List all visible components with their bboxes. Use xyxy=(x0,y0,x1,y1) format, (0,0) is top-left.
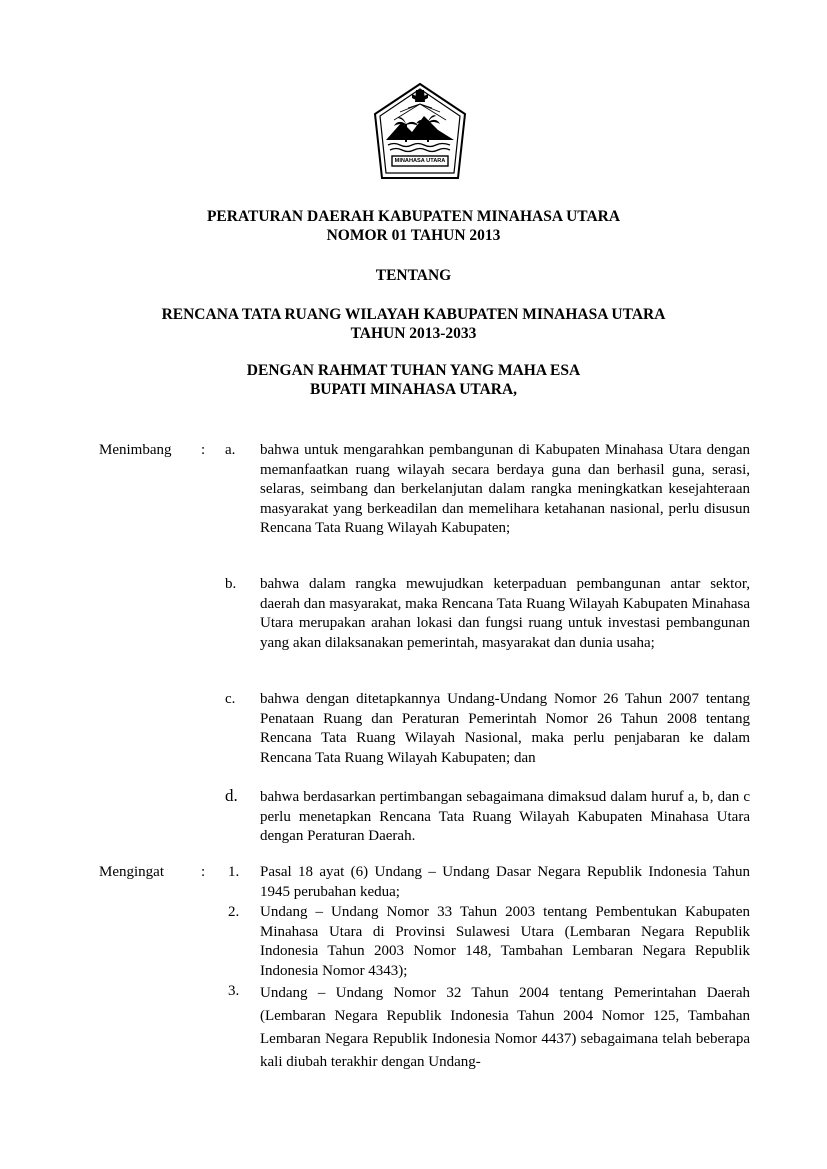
menimbang-marker-c: c. xyxy=(225,691,236,707)
mengingat-marker-2: 2. xyxy=(228,904,240,920)
menimbang-item-c: bahwa dengan ditetapkannya Undang-Undang Nomor 26 Tahun 2007 tentang Penataan Ruang dan Peraturan Pemerintah Nomor 26 Tahun 2008 tentang Rencana Tata Ruang Wilayah Nasional, maka perlu penjabaran ke dalam Rencana Tata Ruang Wilayah Kabupaten; dan xyxy=(260,691,750,766)
menimbang-label: Menimbang xyxy=(99,442,172,458)
emblem-caption: MINAHASA UTARA xyxy=(394,158,446,164)
menimbang-item-a: bahwa untuk mengarahkan pembangunan di Kabupaten Minahasa Utara dengan memanfaatkan ruang wilayah secara berdaya guna dan berhasil guna, serasi, selaras, seimbang dan berkelanjutan dalam rangka meningkatkan kesejahteraan masyarakat yang berkeadilan dan memelihara ketahanan nasional, perlu disusun Rencana Tata Ruang Wilayah Kabupaten; xyxy=(260,442,750,536)
mengingat-marker-3: 3. xyxy=(228,983,240,999)
tentang-heading: TENTANG xyxy=(375,267,452,284)
mengingat-item-2: Undang – Undang Nomor 33 Tahun 2003 tentang Pembentukan Kabupaten Minahasa Utara di Provinsi Sulawesi Utara (Lembaran Negara Republik Indonesia Tahun 2003 Nomor 148, Tambahan Lembaran Negara Republik Indonesia Nomor 4343); xyxy=(260,904,750,979)
rahmat-line-2: BUPATI MINAHASA UTARA, xyxy=(309,381,518,398)
rahmat-line-1: DENGAN RAHMAT TUHAN YANG MAHA ESA xyxy=(246,362,581,379)
emblem-shield-icon xyxy=(372,82,468,182)
mengingat-colon: : xyxy=(201,864,206,880)
mengingat-marker-1: 1. xyxy=(228,864,240,880)
subject-heading xyxy=(0,305,827,343)
mengingat-item-1: Pasal 18 ayat (6) Undang – Undang Dasar Negara Republik Indonesia Tahun 1945 perubahan kedua; xyxy=(260,864,750,900)
subject-line-1: RENCANA TATA RUANG WILAYAH KABUPATEN MINAHASA UTARA xyxy=(161,306,666,323)
menimbang-marker-d: d. xyxy=(225,786,238,805)
mengingat-label: Mengingat xyxy=(99,864,164,880)
title-line-2: NOMOR 01 TAHUN 2013 xyxy=(326,227,501,244)
regency-emblem-logo xyxy=(372,82,468,182)
menimbang-item-b: bahwa dalam rangka mewujudkan keterpaduan pembangunan antar sektor, daerah dan masyarakat, maka Rencana Tata Ruang Wilayah Kabupaten Minahasa Utara merupakan arahan lokasi dan fungsi ruang untuk investasi pembangunan yang akan dilaksanakan pemerintah, masyarakat dan dunia usaha; xyxy=(260,576,750,651)
menimbang-colon: : xyxy=(201,442,206,458)
preamble-heading xyxy=(0,361,827,399)
menimbang-marker-a: a. xyxy=(225,442,236,458)
mengingat-item-3: Undang – Undang Nomor 32 Tahun 2004 tentang Pemerintahan Daerah (Lembaran Negara Republik Indonesia Tahun 2004 Nomor 125, Tambahan Lembaran Negara Republik Indonesia Nomor 4437) sebagaimana telah beberapa kali diubah terakhir dengan Undang- xyxy=(260,985,750,1070)
subject-line-2: TAHUN 2013-2033 xyxy=(350,325,477,342)
title-line-1: PERATURAN DAERAH KABUPATEN MINAHASA UTARA xyxy=(206,208,621,225)
regulation-title xyxy=(0,207,827,245)
menimbang-item-d: bahwa berdasarkan pertimbangan sebagaimana dimaksud dalam huruf a, b, dan c perlu menetapkan Rencana Tata Ruang Wilayah Kabupaten Minahasa Utara dengan Peraturan Daerah. xyxy=(260,789,750,844)
menimbang-marker-b: b. xyxy=(225,576,237,592)
